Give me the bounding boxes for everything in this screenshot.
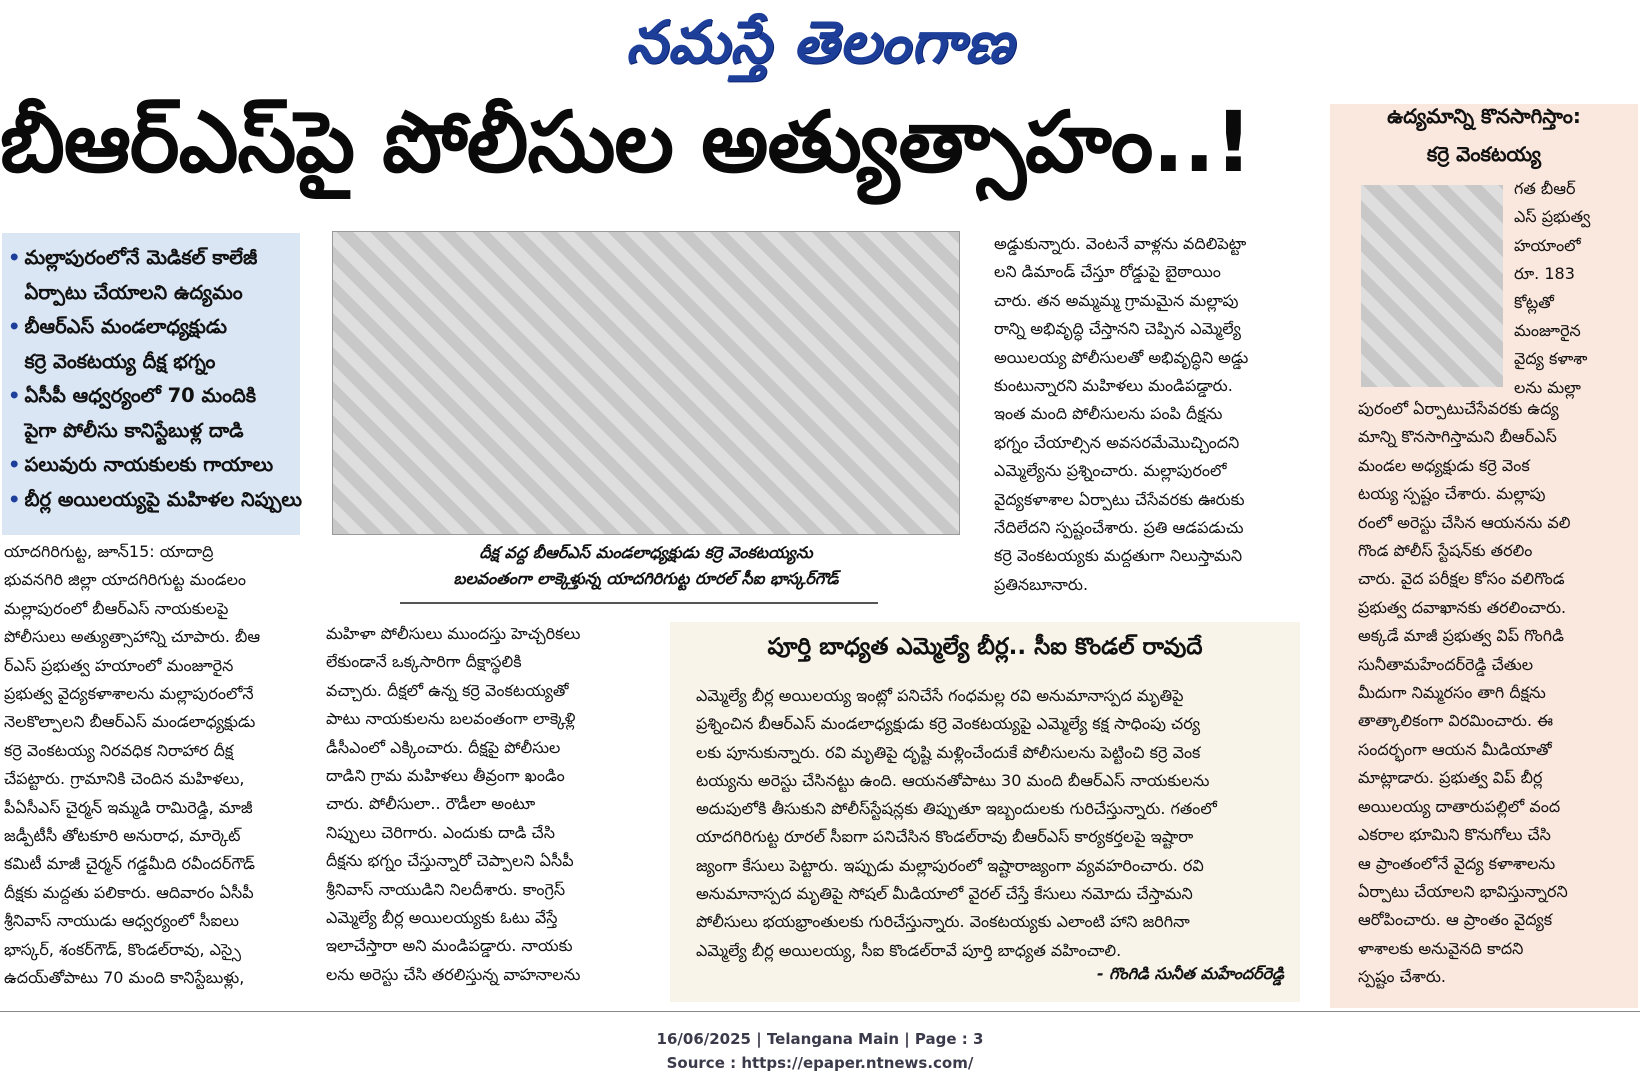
caption-divider	[400, 602, 878, 604]
article-line: లేకుండానే ఒక్కసారిగా దీక్షాస్థలికి	[326, 652, 522, 672]
article-line: మహిళా పోలీసులు ముందస్తు హెచ్చరికలు	[326, 624, 581, 643]
sidebar-line: సందర్భంగా ఆయన మీడియాతో	[1358, 739, 1552, 759]
sidebar-line: గొండ పోలీస్ స్టేషన్‌కు తరలిం	[1358, 541, 1533, 561]
quote-box-text	[696, 682, 1280, 965]
sidebar-line: ళాశాలకు అనువైనది కాదని	[1358, 938, 1524, 958]
highlight-text: బీర్ల అయిలయ్యపై మహిళల నిప్పులు	[24, 487, 302, 511]
sidebar-line: తాత్కాలికంగా విరమించారు. ఈ	[1358, 711, 1554, 731]
photo-caption	[332, 540, 960, 592]
sidebar-line: పురంలో ఏర్పాటుచేసేవరకు ఉద్య	[1358, 399, 1559, 418]
article-line: భాస్కర్, శంకర్‌గౌడ్, కొండల్‌రావు, ఎస్సై	[4, 939, 242, 959]
bullet-icon: •	[8, 246, 21, 269]
quote-box-title: పూర్తి బాధ్యత ఎమ్మెల్యే బీర్ల.. సీఐ కొండల్ రావుదే	[767, 634, 1203, 660]
highlight-item	[8, 379, 294, 414]
quote-line: అనుమానాస్పద మృతిపై సోషల్ మీడియాలో వైరల్ చేస్తే కేసులు నమోదు చేస్తామని	[696, 884, 1193, 904]
portrait-photo	[1361, 185, 1503, 387]
news-photo	[332, 231, 960, 535]
highlight-text: బీఆర్ఎస్ మండలాధ్యక్షుడు	[24, 315, 227, 338]
article-line: కర్రె వెంకటయ్యకు మద్దతుగా నిలుస్తామని	[994, 546, 1243, 566]
quote-line: ఎమ్మెల్యే బీర్ల అయిలయ్య, సీఐ కొండల్‌రావే పూర్తి బాధ్యత వహించాలి.	[696, 940, 1122, 960]
article-line: శ్రీనివాస్ నాయుడిని నిలదీశారు. కాంగ్రెస్	[326, 879, 566, 899]
sidebar-line: కోట్లతో	[1514, 292, 1554, 312]
highlight-text: మల్లాపురంలోనే మెడికల్ కాలేజీ	[24, 246, 258, 269]
highlight-text: ఏర్పాటు చేయాలని ఉద్యమం	[24, 280, 243, 304]
article-line: ఎమ్మెల్యేను ప్రశ్నించారు. మల్లాపురంలో	[994, 461, 1227, 481]
quote-line: జ్యంగా కేసులు పెట్టారు. ఇప్పుడు మల్లాపురంలో ఇష్టారాజ్యంగా వ్యవహరించారు. రవి	[696, 855, 1204, 875]
sidebar-line: గత బీఆర్	[1514, 179, 1576, 198]
highlights-box	[2, 233, 300, 535]
article-line: ప్రభుత్వ వైద్యకళాశాలను మల్లాపురంలోనే	[4, 684, 254, 704]
article-column-2	[326, 620, 636, 989]
article-line: ప్రతినబూనారు.	[994, 574, 1089, 594]
quote-line: పోలీసులు భయభ్రాంతులకు గురిచేస్తున్నారు. వెంకటయ్యకు ఎలాంటి హాని జరిగినా	[696, 912, 1190, 932]
quote-line: లకు పూనుకున్నారు. రవి మృతిపై దృష్టి మళ్లించేందుకే పోలీసులను పెట్టించి కర్రె వెంక	[696, 742, 1201, 762]
article-column-3	[994, 230, 1302, 599]
quote-line: అదుపులోకి తీసుకుని పోలీస్‌స్టేషన్లకు తిప్పుతూ ఇబ్బందులకు గురిచేస్తున్నారు. గతంలో	[696, 799, 1217, 819]
bullet-icon: •	[8, 315, 21, 338]
article-line: ఇలాచేస్తారా అని మండిపడ్డారు. నాయకు	[326, 936, 573, 956]
quote-box	[670, 622, 1300, 1002]
article-line: ఇంత మంది పోలీసులను పంపి దీక్షను	[994, 404, 1223, 424]
article-line: నిప్పులు చెరిగారు. ఎందుకు దాడి చేసి	[326, 822, 555, 842]
sidebar-line: హయాంలో	[1514, 235, 1581, 255]
article-column-1	[4, 538, 302, 993]
highlights-list	[2, 233, 300, 517]
caption-line: బలవంతంగా లాక్కెళ్తున్న యాదగిరిగుట్ట రూరల్ సీఐ భాస్కర్‌గౌడ్	[453, 569, 839, 588]
highlight-item	[8, 483, 302, 518]
sidebar-line: ఎకరాల భూమిని కొనుగోలు చేసి	[1358, 825, 1551, 845]
article-line: దీక్షను భగ్నం చేస్తున్నారో చెప్పాలని ఏసీపీ	[326, 851, 574, 871]
sidebar-line: టయ్య స్పష్టం చేశారు. మల్లాపు	[1358, 484, 1546, 504]
highlight-text: ఏసీపీ ఆధ్వర్యంలో 70 మందికి	[24, 384, 256, 407]
highlight-item	[8, 345, 294, 380]
article-line: అయిలయ్య పోలీసులతో అభివృద్ధిని అడ్డు	[994, 347, 1249, 367]
article-line: లని డిమాండ్ చేస్తూ రోడ్డుపై బైఠాయిం	[994, 262, 1221, 282]
article-line: అడ్డుకున్నారు. వెంటనే వాళ్లను వదిలిపెట్టా	[994, 234, 1247, 253]
quote-line: టయ్యను అరెస్టు చేసినట్టు ఉంది. ఆయనతోపాటు 30 మంది బీఆర్ఎస్ నాయకులను	[696, 770, 1210, 790]
caption-line: దీక్ష వద్ద బీఆర్ఎస్ మండలాధ్యక్షుడు కర్రె వెంకటయ్యను	[479, 543, 813, 562]
article-line: భువనగిరి జిల్లా యాదగిరిగుట్ట మండలం	[4, 570, 247, 590]
quote-line: ప్రశ్నించిన బీఆర్ఎస్ మండలాధ్యక్షుడు కర్రె వెంకటయ్యపై ఎమ్మెల్యే కక్ష సాధింపు చర్య	[696, 714, 1201, 734]
highlight-item	[8, 310, 294, 345]
article-line: ర్ఎస్ ప్రభుత్వ హయాంలో మంజూరైన	[4, 655, 234, 675]
article-line: ఎమ్మెల్యే బీర్ల అయిలయ్యకు ఓటు వేస్తే	[326, 908, 558, 928]
highlight-text: పలువురు నాయకులకు గాయాలు	[24, 453, 274, 476]
article-line: డీసీఎంలో ఎక్కించారు. దీక్షపై పోలీసుల	[326, 737, 561, 757]
sidebar-line: ఎస్ ప్రభుత్వ	[1514, 207, 1591, 227]
highlight-text: కర్రె వెంకటయ్య దీక్ష భగ్నం	[24, 349, 216, 373]
article-line: వచ్చారు. దీక్షలో ఉన్న కర్రె వెంకటయ్యతో	[326, 680, 569, 700]
highlight-text: పైగా పోలీసు కానిస్టేబుళ్ల దాడి	[24, 418, 244, 442]
sidebar-article	[1330, 104, 1638, 1008]
sidebar-line: ఆరోపించారు. ఆ ప్రాంతం వైద్యక	[1358, 910, 1553, 930]
sidebar-line: రూ. 183	[1514, 264, 1575, 284]
bullet-icon: •	[8, 453, 21, 476]
article-line: చేపట్టారు. గ్రామానికి చెందిన మహిళలు,	[4, 769, 245, 789]
sidebar-line: ఆ ప్రాంతంలోనే వైద్య కళాశాలను	[1358, 853, 1556, 873]
article-line: జడ్పీటీసీ తోటకూరి అనురాధ, మార్కెట్	[4, 826, 241, 846]
sidebar-line: మీదుగా నిమ్మరసం తాగి దీక్షను	[1358, 683, 1546, 703]
quote-line: ఎమ్మెల్యే బీర్ల అయిలయ్య ఇంట్లో పనిచేసే గంధమల్ల రవి అనుమానాస్పద మృతిపై	[696, 686, 1184, 705]
article-line: లను అరెస్టు చేసి తరలిస్తున్న వాహనాలను	[326, 964, 581, 984]
sidebar-subtitle: కర్రె వెంకటయ్య	[1426, 142, 1542, 166]
sidebar-text-beside-photo	[1514, 175, 1590, 402]
sidebar-line: మండల అధ్యక్షుడు కర్రె వెంక	[1358, 455, 1530, 475]
bullet-icon: •	[8, 384, 21, 407]
article-line: వైద్యకళాశాల ఏర్పాటు చేసేవరకు ఊరుకు	[994, 489, 1245, 509]
footer-date-page: 16/06/2025 | Telangana Main | Page : 3	[656, 1030, 984, 1048]
highlight-item	[8, 448, 294, 483]
article-line: పాటు నాయకులను బలవంతంగా లాక్కెళ్లి	[326, 709, 576, 729]
sidebar-line: మంజూరైన	[1514, 321, 1581, 341]
sidebar-line: చారు. వైద పరీక్షల కోసం వలిగొండ	[1358, 569, 1565, 589]
article-line: నేదిలేదని స్పష్టంచేశారు. ప్రతి ఆడపడుచు	[994, 518, 1244, 538]
article-line: దీక్షకు మద్దతు పలికారు. ఆదివారం ఏసీపీ	[4, 882, 254, 902]
article-line: దాడిని గ్రామ మహిళలు తీవ్రంగా ఖండిం	[326, 766, 565, 786]
masthead-logo: నమస్తే తెలంగాణ	[626, 8, 1014, 76]
article-line: కమిటీ మాజీ చైర్మన్ గడ్డమీది రవీందర్‌గౌడ్	[4, 854, 256, 874]
quote-line: యాదగిరిగుట్ట రూరల్ సీఐగా పనిచేసిన కొండల్‌రావు బీఆర్ఎస్ కార్యకర్తలపై ఇష్టారా	[696, 827, 1194, 847]
article-line: మల్లాపురంలో బీఆర్ఎస్ నాయకులపై	[4, 598, 229, 618]
article-line: పీఏసీఎస్ చైర్మన్ ఇమ్మడి రామిరెడ్డి, మాజీ	[4, 797, 253, 817]
article-line: రాన్ని అభివృద్ధి చేస్తానని చెప్పిన ఎమ్మెల్యే	[994, 319, 1241, 339]
sidebar-line: ఏర్పాటు చేయాలని భావిస్తున్నారని	[1358, 881, 1568, 901]
article-line: భగ్నం చేయాల్సిన అవసరమేమొచ్చిందని	[994, 432, 1240, 452]
article-line: శ్రీనివాస్ నాయుడు ఆధ్వర్యంలో సీఐలు	[4, 911, 239, 931]
sidebar-line: రంలో అరెస్టు చేసిన ఆయనను వలి	[1358, 512, 1571, 532]
sidebar-line: లను మల్లా	[1514, 377, 1581, 397]
sidebar-line: మాట్లాడారు. ప్రభుత్వ విప్ బీర్ల	[1358, 768, 1543, 788]
sidebar-line: మాన్ని కొనసాగిస్తామని బీఆర్ఎస్	[1358, 427, 1557, 447]
article-line: పోలీసులు అత్యుత్సాహాన్ని చూపారు. బీఆ	[4, 627, 261, 647]
sidebar-title: ఉద్యమాన్ని కొనసాగిస్తాం:	[1387, 104, 1581, 128]
article-line: చారు. తన అమ్మమ్మ గ్రామమైన మల్లాపు	[994, 290, 1239, 310]
bullet-icon: •	[8, 487, 21, 511]
article-line: యాదగిరిగుట్ట, జూన్15: యాదాద్రి	[4, 542, 214, 561]
footer-divider	[0, 1011, 1640, 1012]
article-line: కుంటున్నారని మహిళలు మండిపడ్డారు.	[994, 376, 1233, 396]
footer-source: Source : https://epaper.ntnews.com/	[666, 1054, 974, 1072]
sidebar-line: అక్కడే మాజీ ప్రభుత్వ విప్ గొంగిడి	[1358, 626, 1564, 646]
highlight-item	[8, 241, 294, 276]
article-line: నెలకొల్పాలని బీఆర్ఎస్ మండలాధ్యక్షుడు	[4, 712, 256, 732]
sidebar-line: ప్రభుత్వ దవాఖానకు తరలించారు.	[1358, 597, 1567, 617]
highlight-item	[8, 276, 294, 311]
sidebar-line: సునీతామహేందర్‌రెడ్డి చేతుల	[1358, 654, 1534, 674]
highlight-item	[8, 414, 294, 449]
article-line: కర్రె వెంకటయ్య నిరవధిక నిరాహార దీక్ష	[4, 740, 234, 760]
article-line: ఉదయ్‌తోపాటు 70 మంది కానిస్టేబుళ్లు,	[4, 968, 245, 988]
sidebar-line: స్పష్టం చేశారు.	[1358, 967, 1447, 987]
quote-signature: - గొంగిడి సునీత మహేందర్‌రెడ్డి	[1096, 964, 1284, 983]
sidebar-text	[1358, 395, 1571, 992]
sidebar-line: అయిలయ్య దాతారుపల్లిలో వంద	[1358, 796, 1561, 816]
headline: బీఆర్ఎస్‌పై పోలీసుల అత్యుత్సాహం..!	[0, 93, 1252, 191]
sidebar-line: వైద్య కళాశా	[1514, 349, 1588, 369]
article-line: చారు. పోలీసులా.. రౌడీలా అంటూ	[326, 794, 536, 814]
